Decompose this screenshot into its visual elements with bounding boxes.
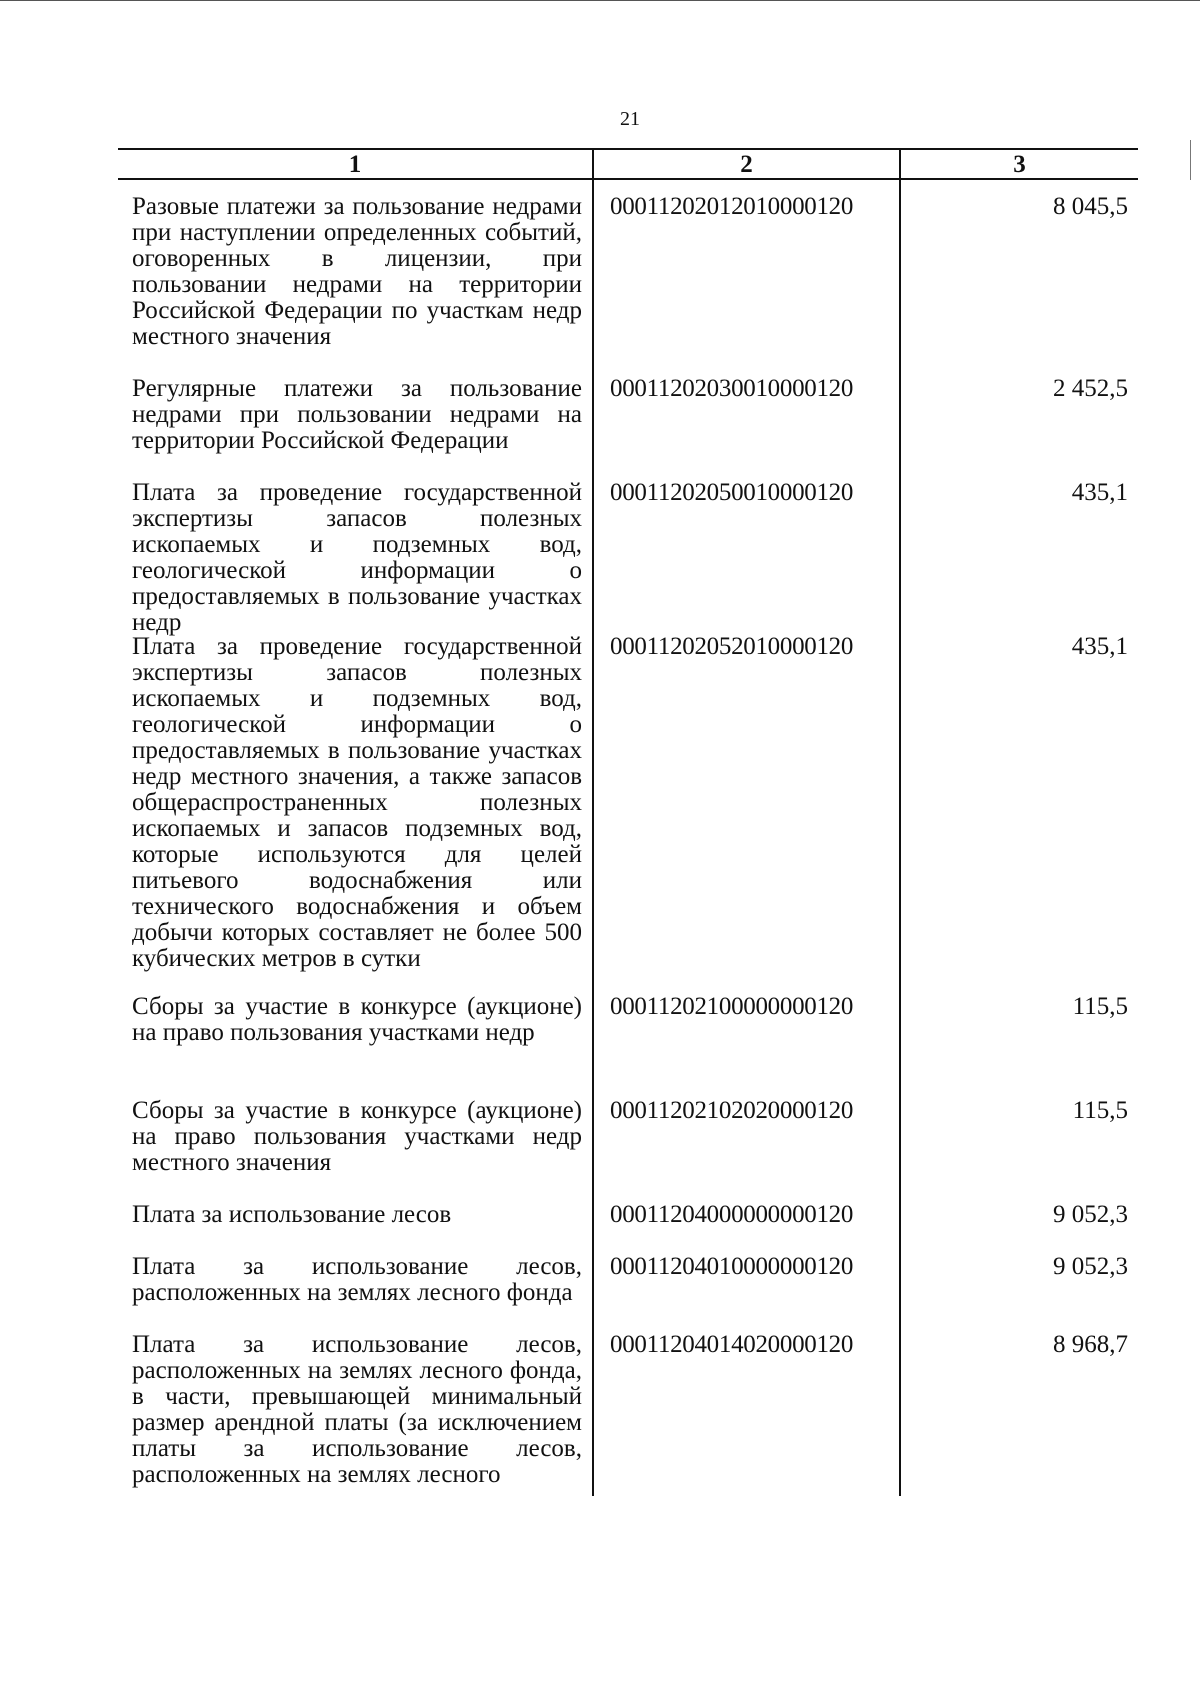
row-code: 00011202052010000120 (610, 633, 854, 660)
row-amount: 8 968,7 (1053, 1331, 1128, 1358)
row-amount: 435,1 (1071, 479, 1128, 506)
row-code: 00011202030010000120 (610, 375, 854, 402)
table-header-rule (118, 178, 1138, 180)
row-description: Плата за использование лесов, расположенных на землях лесного фонда (132, 1253, 582, 1306)
row-amount: 115,5 (1072, 993, 1128, 1020)
scan-edge-right (1190, 140, 1191, 180)
column-divider-2 (899, 148, 901, 1496)
row-amount: 115,5 (1072, 1097, 1128, 1124)
column-header-2: 2 (740, 151, 753, 178)
row-code: 00011202050010000120 (610, 479, 854, 506)
column-divider-1 (592, 148, 594, 1496)
row-description: Плата за проведение государственной экспертизы запасов полезных ископаемых и подземных вод, геологической информации о предоставляемых в пользование участках недр (132, 479, 582, 636)
revenue-table (118, 148, 1138, 1496)
page-number: 21 (620, 108, 640, 130)
row-amount: 9 052,3 (1053, 1201, 1128, 1228)
row-description: Плата за использование лесов, расположенных на землях лесного фонда, в части, превышающей минимальный размер арендной платы (за исключением платы за использование лесов, расположенных на землях лесного (132, 1331, 582, 1488)
row-description: Сборы за участие в конкурсе (аукционе) на право пользования участками недр местного значения (132, 1097, 582, 1176)
row-code: 00011202102020000120 (610, 1097, 854, 1124)
row-description: Сборы за участие в конкурсе (аукционе) на право пользования участками недр (132, 993, 582, 1046)
row-amount: 9 052,3 (1053, 1253, 1128, 1280)
column-header-1: 1 (348, 151, 362, 178)
row-code: 00011204000000000120 (610, 1201, 854, 1228)
row-amount: 8 045,5 (1053, 193, 1128, 220)
scan-edge-top (0, 0, 1200, 1)
column-header-3: 3 (1013, 151, 1026, 178)
row-code: 00011204014020000120 (610, 1331, 854, 1358)
row-description: Плата за проведение государственной экспертизы запасов полезных ископаемых и подземных вод, геологической информации о предоставляемых в пользование участках недр местного значения, а также запасов общераспространенных полезных ископаемых и запасов подземных вод, которые используются для целей питьевого водоснабжения или технического водоснабжения и объем добычи которых составляет не более 500 кубических метров в сутки (132, 633, 582, 972)
row-description: Регулярные платежи за пользование недрами при пользовании недрами на территории Российской Федерации (132, 375, 582, 454)
row-amount: 435,1 (1071, 633, 1128, 660)
row-amount: 2 452,5 (1053, 375, 1128, 402)
row-code: 00011202100000000120 (610, 993, 854, 1020)
row-description: Плата за использование лесов (132, 1201, 452, 1228)
row-description: Разовые платежи за пользование недрами при наступлении определенных событий, оговоренных в лицензии, при пользовании недрами на территории Российской Федерации по участкам недр местного значения (132, 193, 582, 350)
row-code: 00011202012010000120 (610, 193, 854, 220)
row-code: 00011204010000000120 (610, 1253, 854, 1280)
